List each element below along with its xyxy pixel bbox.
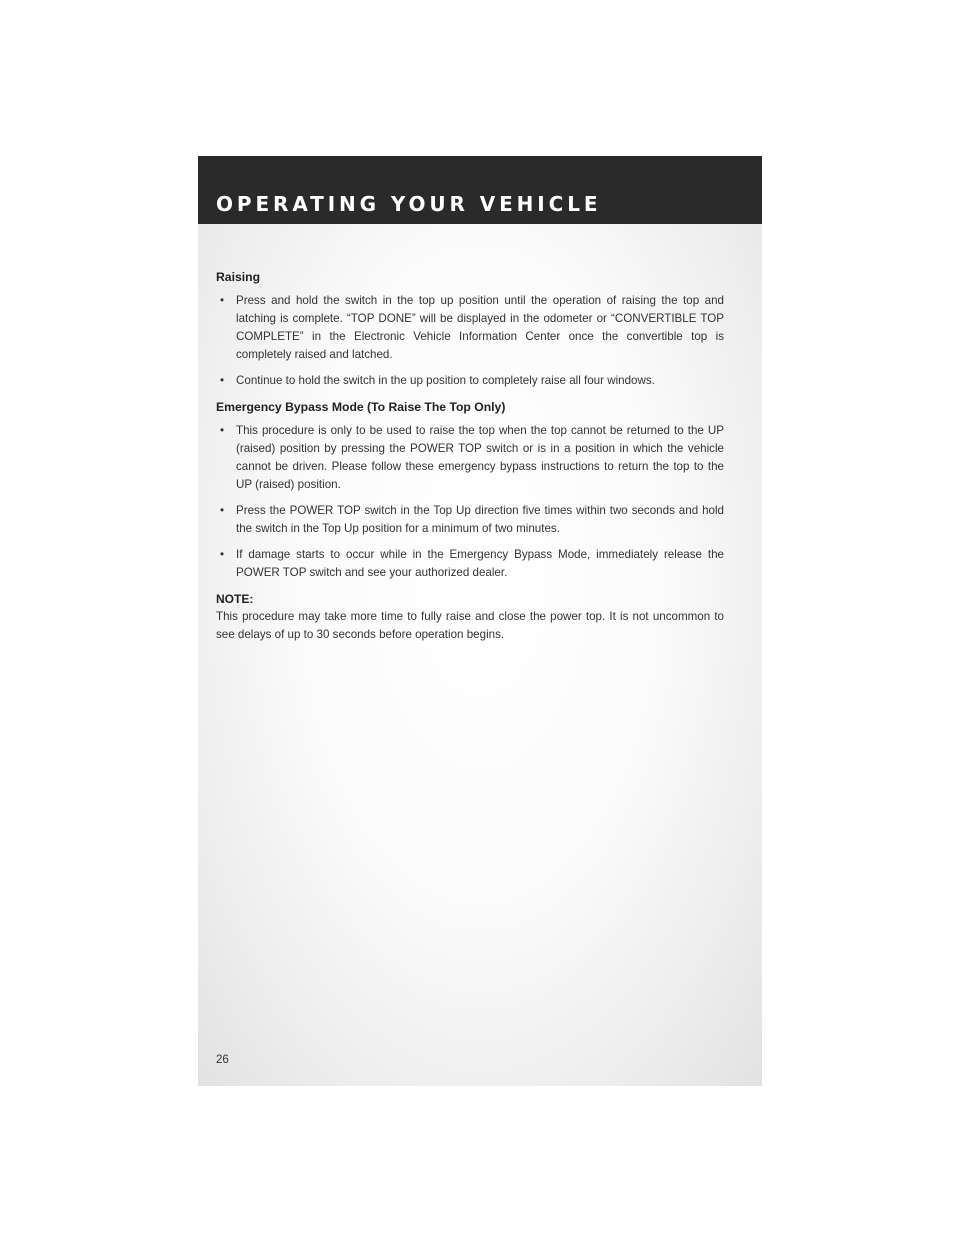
emergency-bypass-heading: Emergency Bypass Mode (To Raise The Top Only) [216,400,506,414]
bullet-text: Press and hold the switch in the top up position until the operation of raising the top and latching is complete. “TOP DONE” will be displayed in the odometer or “CONVERTIBLE TOP COMPLETE” in the Electronic Vehicle Information Center once the convertible top is completely raised and latched. [236,294,724,361]
bullet-dot: • [220,548,225,561]
note-label: NOTE: [216,592,254,606]
section-title: OPERATING YOUR VEHICLE [216,192,602,216]
bullet-dot: • [220,294,225,307]
note-text: This procedure may take more time to fully raise and close the power top. It is not uncommon to see delays of up to 30 seconds before operation begins. [216,610,724,641]
bullet-dot: • [220,504,225,517]
bullet-dot: • [220,374,225,387]
bullet-text: Press the POWER TOP switch in the Top Up direction five times within two seconds and hold the switch in the Top Up position for a minimum of two minutes. [236,504,724,535]
page-sheet [198,156,762,1086]
bullet-text: This procedure is only to be used to raise the top when the top cannot be returned to the UP (raised) position by pressing the POWER TOP switch or is in a position in which the vehicle cannot be driven. Please follow these emergency bypass instructions to return the top to the UP (raised) position. [236,424,724,491]
bypass-bullet-2 [216,502,724,538]
bypass-bullet-3 [216,546,724,582]
section-header-bar [198,156,762,224]
page-number: 26 [216,1054,229,1066]
page-content [198,268,724,644]
raising-heading: Raising [216,270,261,284]
raising-bullet-1 [216,292,724,364]
raising-bullet-2 [216,372,724,390]
bullet-text: Continue to hold the switch in the up position to completely raise all four windows. [236,374,655,387]
bullet-dot: • [220,424,225,437]
bypass-bullet-1 [216,422,724,494]
bullet-text: If damage starts to occur while in the Emergency Bypass Mode, immediately release the POWER TOP switch and see your authorized dealer. [236,548,724,579]
